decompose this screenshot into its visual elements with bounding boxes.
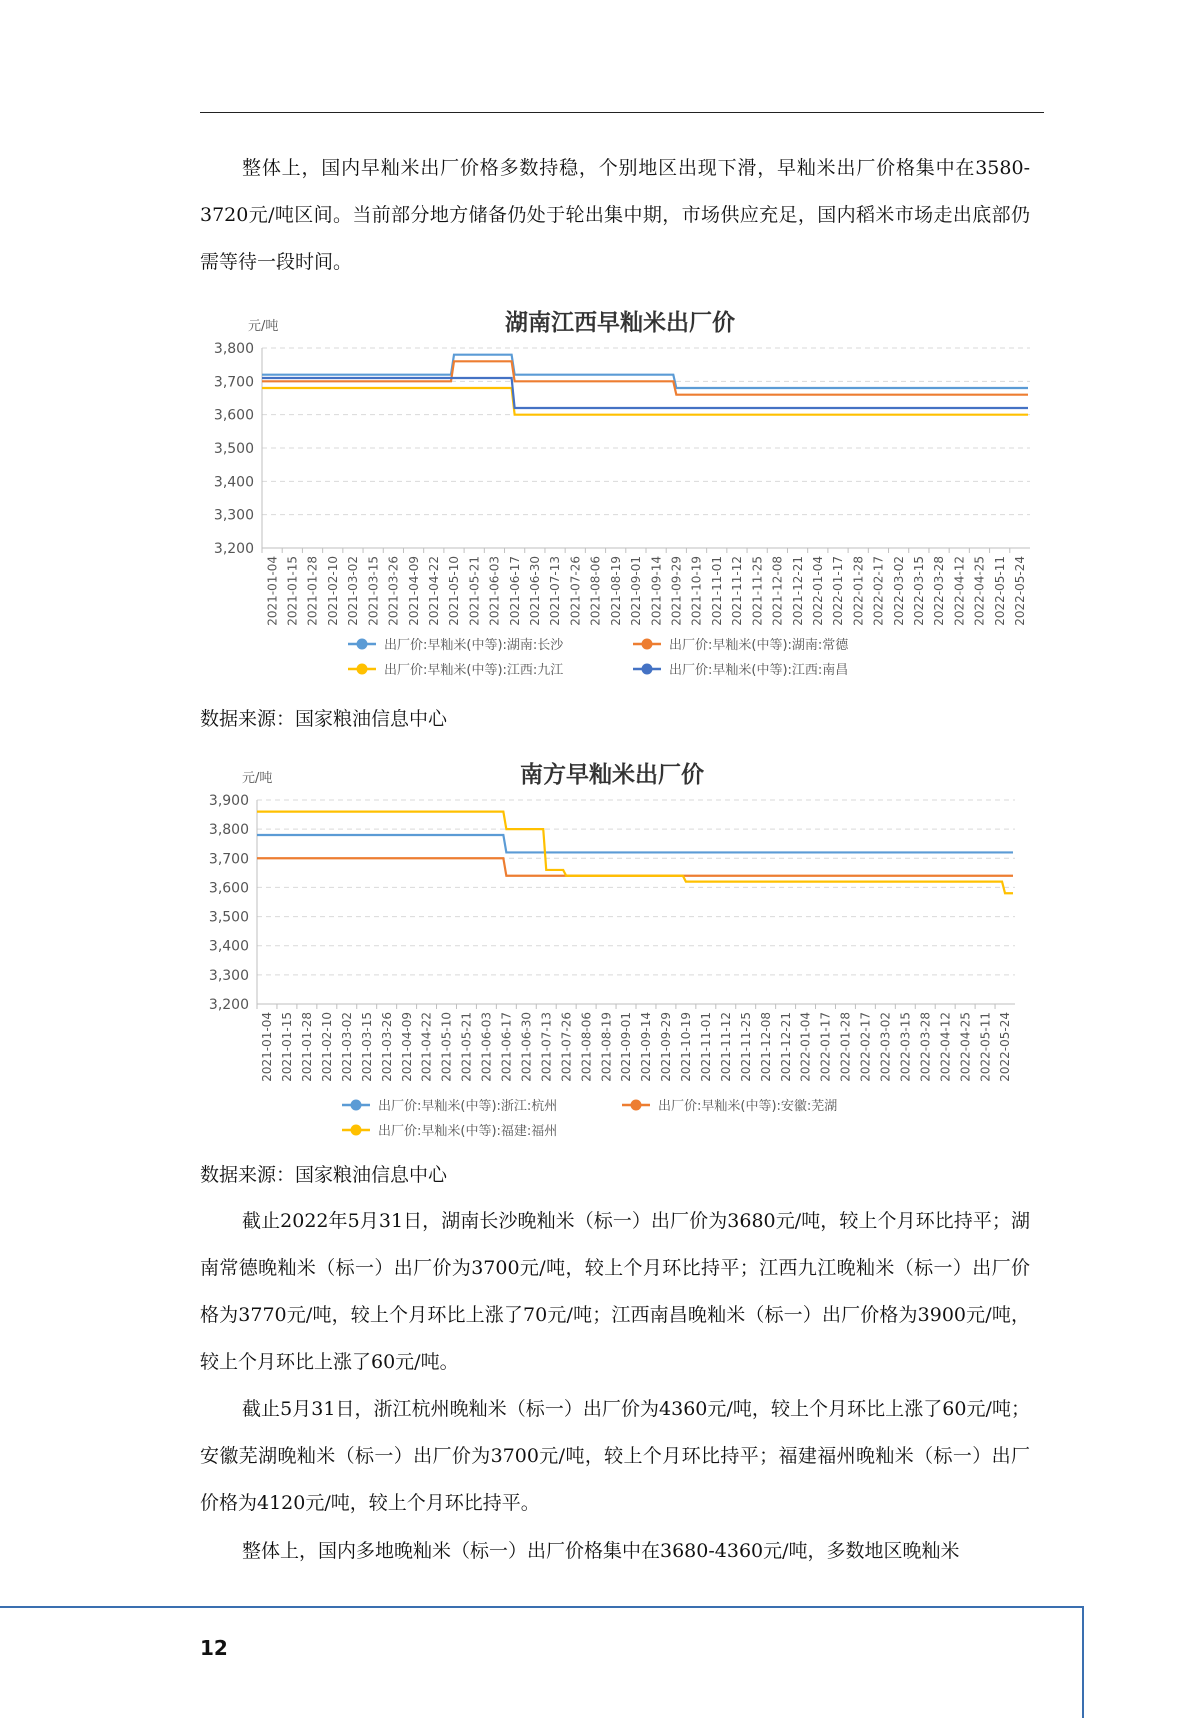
x-tick-label: 2021-08-06 — [579, 1012, 594, 1082]
y-axis-unit: 元/吨 — [242, 771, 273, 786]
legend-swatch-dot — [357, 639, 368, 650]
x-tick-label: 2021-09-14 — [639, 1012, 654, 1082]
x-tick-label: 2021-03-26 — [379, 1012, 394, 1082]
y-tick-label: 3,800 — [208, 822, 249, 839]
y-tick-label: 3,300 — [213, 507, 254, 524]
legend-swatch-dot — [351, 1100, 362, 1111]
page-number: 12 — [200, 1636, 228, 1660]
x-tick-label: 2022-01-04 — [810, 556, 825, 626]
x-tick-label: 2021-01-28 — [300, 1012, 315, 1082]
x-tick-label: 2022-02-17 — [871, 556, 886, 626]
legend-label: 出厂价:早籼米(中等):安徽:芜湖 — [658, 1099, 838, 1114]
x-tick-label: 2021-05-10 — [439, 1012, 454, 1082]
chart-hunan-jiangxi-svg — [200, 300, 1040, 685]
y-tick-label: 3,500 — [208, 909, 249, 926]
x-tick-label: 2021-12-08 — [758, 1012, 773, 1082]
x-tick-label: 2022-01-28 — [851, 556, 866, 626]
legend-swatch-dot — [642, 639, 653, 650]
data-source-2: 数据来源：国家粮油信息中心 — [200, 1164, 448, 1186]
x-tick-label: 2021-01-04 — [260, 1012, 275, 1082]
x-tick-label: 2021-06-03 — [487, 556, 502, 626]
chart-title: 湖南江西早籼米出厂价 — [505, 310, 735, 336]
y-tick-label: 3,700 — [213, 374, 254, 391]
x-tick-label: 2021-03-02 — [346, 556, 361, 626]
x-tick-label: 2021-01-04 — [265, 556, 280, 626]
x-tick-label: 2022-04-25 — [958, 1012, 973, 1082]
x-tick-label: 2021-03-15 — [366, 556, 381, 626]
x-tick-label: 2021-12-21 — [790, 556, 805, 626]
x-tick-label: 2021-04-22 — [419, 1012, 434, 1082]
y-tick-label: 3,400 — [213, 474, 254, 491]
x-tick-label: 2021-11-01 — [709, 556, 724, 626]
footer-frame — [0, 1606, 1084, 1718]
paragraph-late-rice-summary: 整体上，国内多地晚籼米（标一）出厂价格集中在3680-4360元/吨，多数地区晚籼米 — [242, 1540, 960, 1562]
header-rule — [200, 112, 1044, 113]
series-line — [262, 378, 1028, 408]
x-tick-label: 2021-01-15 — [285, 556, 300, 626]
series-line — [257, 835, 1013, 852]
x-tick-label: 2021-12-21 — [778, 1012, 793, 1082]
legend-swatch-dot — [631, 1100, 642, 1111]
x-tick-label: 2022-01-28 — [838, 1012, 853, 1082]
x-tick-label: 2021-06-30 — [519, 1012, 534, 1082]
legend-label: 出厂价:早籼米(中等):浙江:杭州 — [378, 1099, 558, 1114]
x-tick-label: 2021-02-10 — [325, 556, 340, 626]
x-tick-label: 2022-03-15 — [898, 1012, 913, 1082]
x-tick-label: 2022-01-17 — [818, 1012, 833, 1082]
x-tick-label: 2021-05-21 — [459, 1012, 474, 1082]
y-tick-label: 3,400 — [208, 938, 249, 955]
x-tick-label: 2022-05-24 — [1013, 556, 1028, 626]
x-tick-label: 2021-11-12 — [730, 556, 745, 626]
data-source-1: 数据来源：国家粮油信息中心 — [200, 708, 448, 730]
x-tick-label: 2022-05-11 — [992, 556, 1007, 626]
legend-swatch-dot — [642, 664, 653, 675]
x-tick-label: 2021-07-26 — [559, 1012, 574, 1082]
x-tick-label: 2021-11-01 — [699, 1012, 714, 1082]
x-tick-label: 2021-06-17 — [499, 1012, 514, 1082]
x-tick-label: 2022-03-15 — [912, 556, 927, 626]
x-tick-label: 2021-11-12 — [718, 1012, 733, 1082]
x-tick-label: 2022-01-17 — [831, 556, 846, 626]
x-tick-label: 2021-05-21 — [467, 556, 482, 626]
legend-swatch-dot — [357, 664, 368, 675]
legend-label: 出厂价:早籼米(中等):江西:南昌 — [669, 663, 849, 678]
x-tick-label: 2021-07-13 — [548, 556, 563, 626]
x-tick-label: 2022-04-12 — [952, 556, 967, 626]
legend-label: 出厂价:早籼米(中等):江西:九江 — [384, 663, 564, 678]
y-axis-unit: 元/吨 — [248, 319, 279, 334]
legend-label: 出厂价:早籼米(中等):湖南:长沙 — [384, 638, 564, 653]
x-tick-label: 2021-04-22 — [426, 556, 441, 626]
x-tick-label: 2021-05-10 — [447, 556, 462, 626]
y-tick-label: 3,300 — [208, 967, 249, 984]
x-tick-label: 2021-07-26 — [568, 556, 583, 626]
y-tick-label: 3,600 — [208, 880, 249, 897]
y-tick-label: 3,200 — [213, 541, 254, 557]
y-tick-label: 3,600 — [213, 407, 254, 424]
x-tick-label: 2022-04-25 — [972, 556, 987, 626]
legend-swatch-dot — [351, 1125, 362, 1136]
x-tick-label: 2022-05-11 — [978, 1012, 993, 1082]
x-tick-label: 2021-12-08 — [770, 556, 785, 626]
chart-southern — [200, 752, 1040, 1147]
x-tick-label: 2022-03-28 — [918, 1012, 933, 1082]
x-tick-label: 2021-03-26 — [386, 556, 401, 626]
x-tick-label: 2021-01-15 — [280, 1012, 295, 1082]
x-tick-label: 2021-06-03 — [479, 1012, 494, 1082]
x-tick-label: 2021-09-14 — [649, 556, 664, 626]
legend-label: 出厂价:早籼米(中等):湖南:常德 — [669, 638, 849, 653]
x-tick-label: 2022-04-12 — [938, 1012, 953, 1082]
chart-southern-svg — [200, 752, 1040, 1147]
chart-title: 南方早籼米出厂价 — [520, 762, 704, 788]
y-tick-label: 3,700 — [208, 851, 249, 868]
x-tick-label: 2021-10-19 — [689, 556, 704, 626]
series-line — [262, 355, 1028, 388]
x-tick-label: 2022-05-24 — [998, 1012, 1013, 1082]
x-tick-label: 2021-08-19 — [608, 556, 623, 626]
x-tick-label: 2021-01-28 — [305, 556, 320, 626]
x-tick-label: 2021-08-19 — [599, 1012, 614, 1082]
x-tick-label: 2021-09-29 — [669, 556, 684, 626]
x-tick-label: 2021-06-17 — [507, 556, 522, 626]
x-tick-label: 2021-09-29 — [659, 1012, 674, 1082]
x-tick-label: 2022-03-02 — [878, 1012, 893, 1082]
x-tick-label: 2022-03-02 — [891, 556, 906, 626]
x-tick-label: 2021-09-01 — [619, 1012, 634, 1082]
x-tick-label: 2021-10-19 — [679, 1012, 694, 1082]
x-tick-label: 2021-09-01 — [629, 556, 644, 626]
x-tick-label: 2021-11-25 — [750, 556, 765, 626]
y-tick-label: 3,500 — [213, 441, 254, 457]
x-tick-label: 2021-07-13 — [539, 1012, 554, 1082]
x-tick-label: 2021-08-06 — [588, 556, 603, 626]
x-tick-label: 2022-01-04 — [798, 1012, 813, 1082]
x-tick-label: 2021-04-09 — [406, 556, 421, 626]
x-tick-label: 2022-03-28 — [932, 556, 947, 626]
y-tick-label: 3,200 — [208, 997, 249, 1013]
series-line — [257, 858, 1013, 875]
paragraph-late-rice-hunan-jiangxi: 截止2022年5月31日，湖南长沙晚籼米（标一）出厂价为3680元/吨，较上个月环比持平；湖南常德晚籼米（标一）出厂价为3700元/吨，较上个月环比持平；江西九江晚籼米（标一）出厂价格为3770元/吨，较上个月环比上涨了70元/吨；江西南昌晚籼米（标一）出厂价格为3900元/吨，较上个月环比上涨了60元/吨。 — [200, 1210, 1030, 1373]
x-tick-label: 2021-03-15 — [359, 1012, 374, 1082]
x-tick-label: 2021-04-09 — [399, 1012, 414, 1082]
y-tick-label: 3,800 — [213, 341, 254, 357]
x-tick-label: 2021-06-30 — [528, 556, 543, 626]
y-tick-label: 3,900 — [208, 793, 249, 809]
x-tick-label: 2021-02-10 — [320, 1012, 335, 1082]
x-tick-label: 2022-02-17 — [858, 1012, 873, 1082]
x-tick-label: 2021-03-02 — [339, 1012, 354, 1082]
x-tick-label: 2021-11-25 — [738, 1012, 753, 1082]
legend-label: 出厂价:早籼米(中等):福建:福州 — [378, 1124, 558, 1139]
paragraph-late-rice-south: 截止5月31日，浙江杭州晚籼米（标一）出厂价为4360元/吨，较上个月环比上涨了60元/吨；安徽芜湖晚籼米（标一）出厂价为3700元/吨，较上个月环比持平；福建福州晚籼米（标一）出厂价格为4120元/吨，较上个月环比持平。 — [200, 1398, 1030, 1514]
series-line — [262, 388, 1028, 415]
chart-hunan-jiangxi — [200, 300, 1040, 685]
paragraph-early-rice-summary: 整体上，国内早籼米出厂价格多数持稳，个别地区出现下滑，早籼米出厂价格集中在3580-3720元/吨区间。当前部分地方储备仍处于轮出集中期，市场供应充足，国内稻米市场走出底部仍需等待一段时间。 — [200, 157, 1030, 273]
